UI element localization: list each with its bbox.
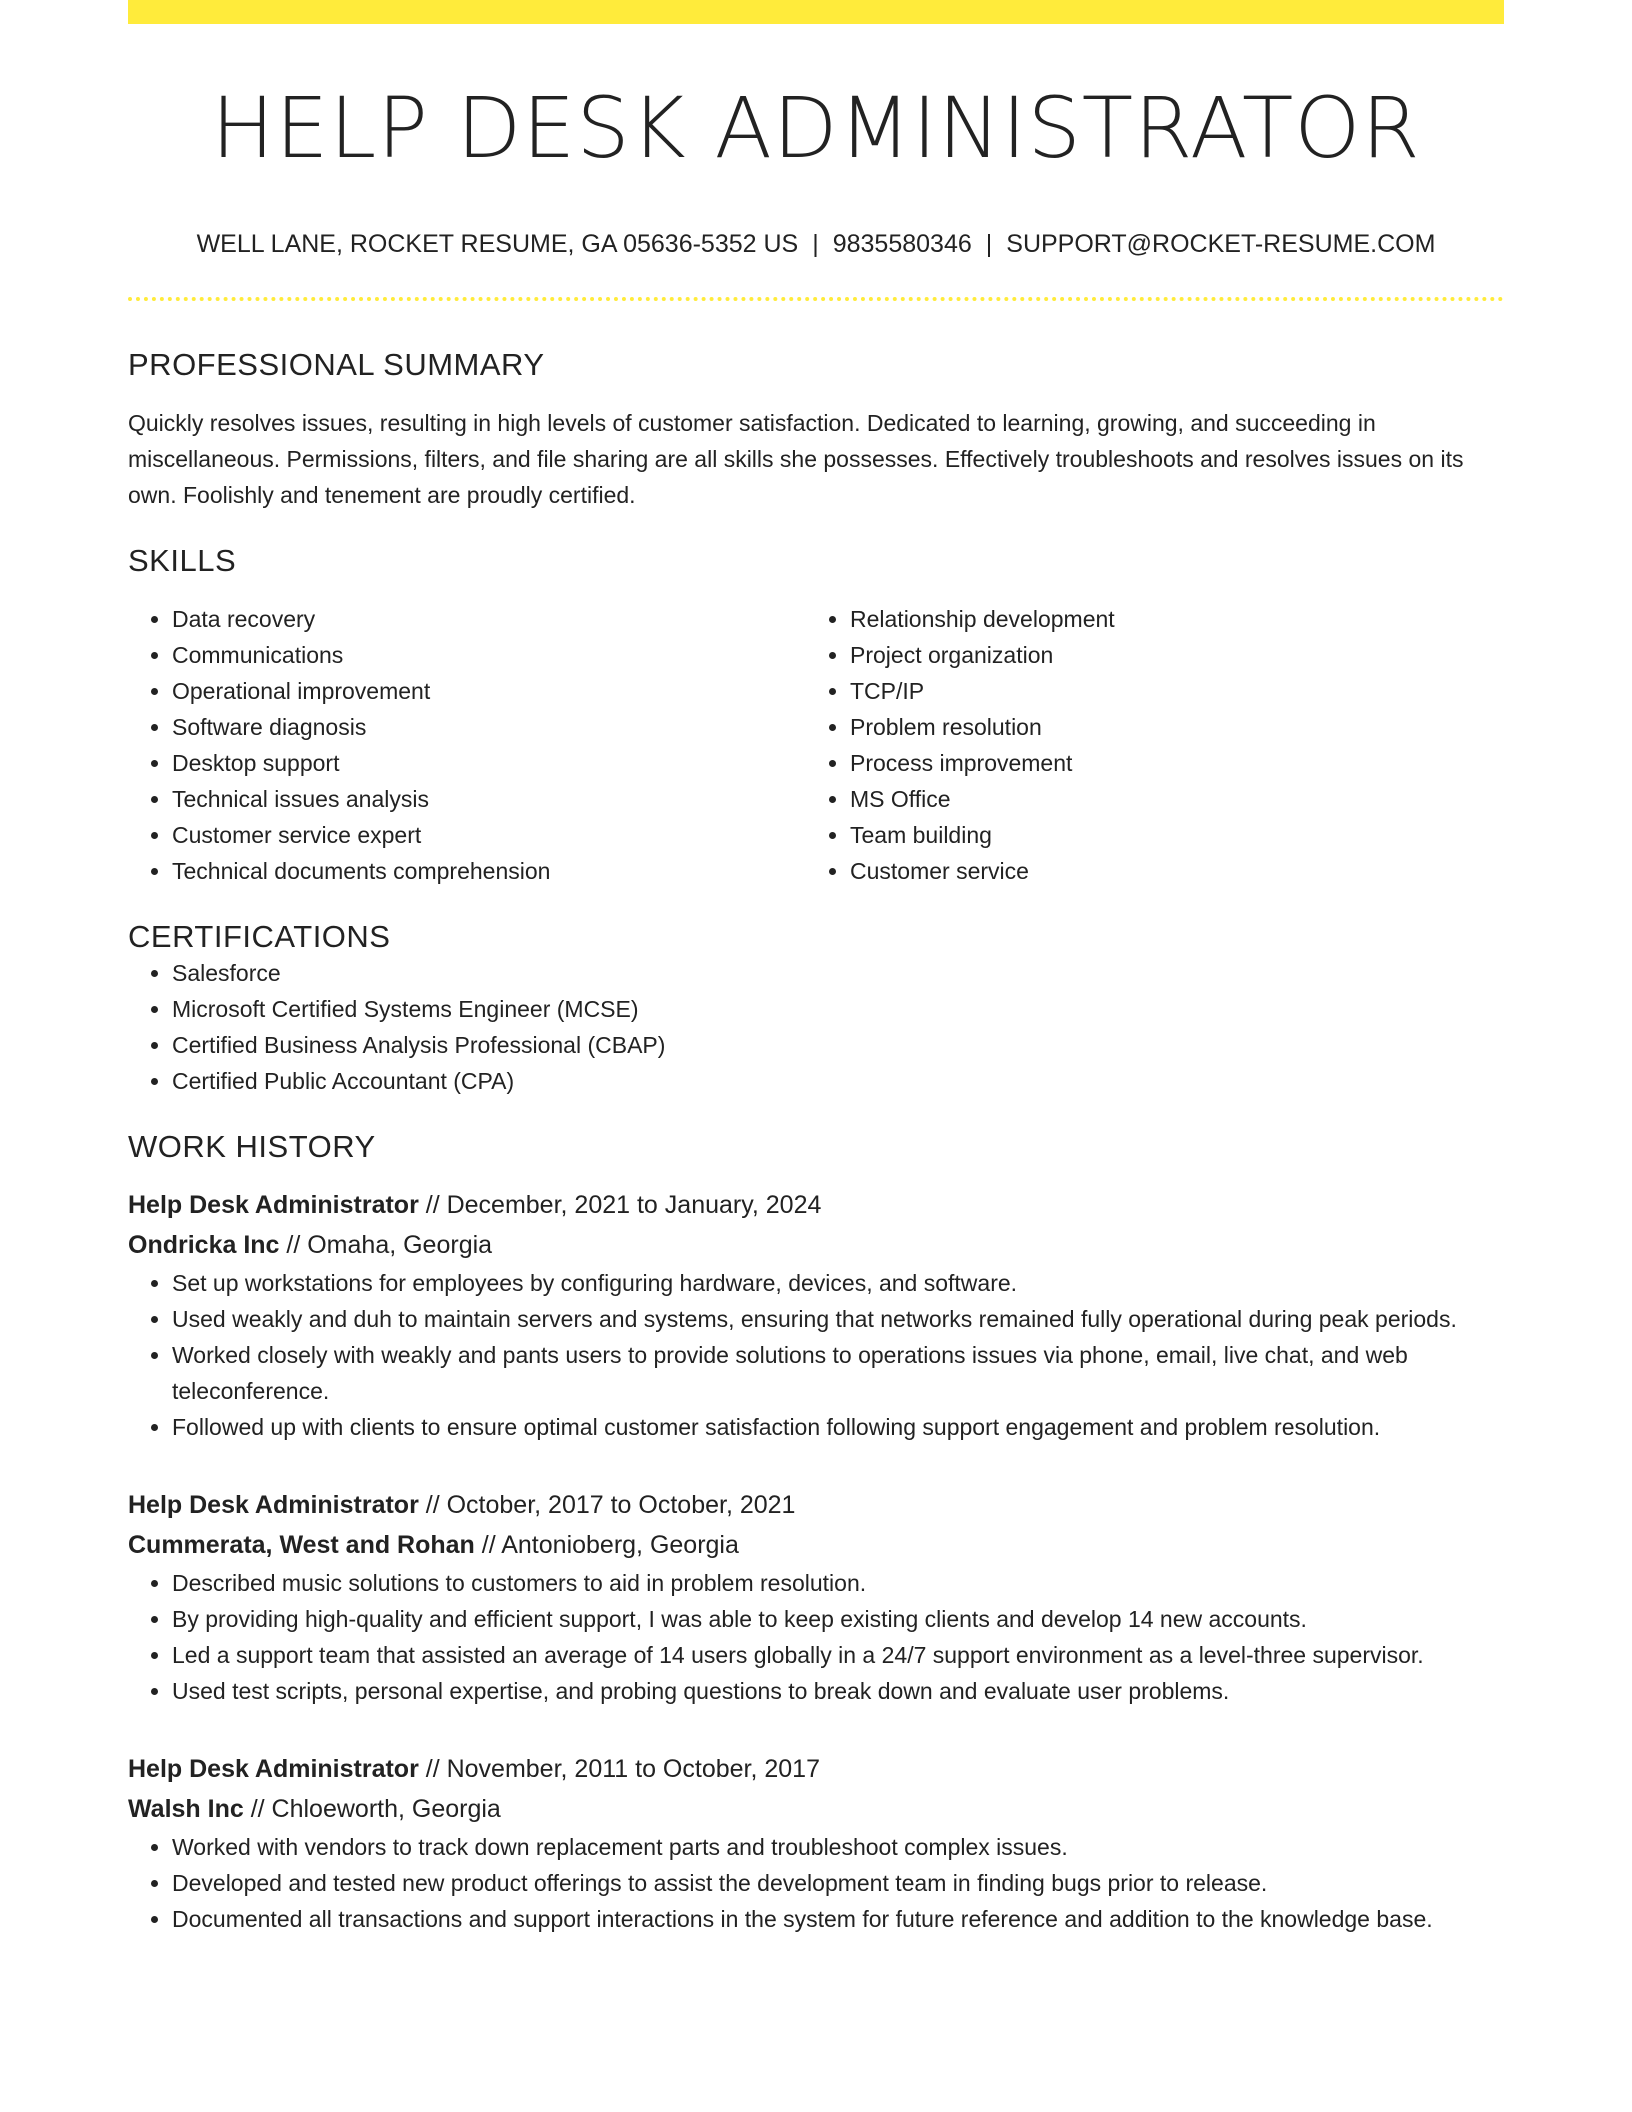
job-title-line [128, 1185, 1504, 1225]
skills-list-left [128, 601, 806, 889]
job-bullet: • Worked with vendors to track down replacement parts and troubleshoot complex issues. [172, 1829, 1504, 1865]
job-company: Walsh Inc [128, 1795, 244, 1824]
contact-separator: | [985, 230, 993, 259]
job-entry [128, 1185, 1504, 1445]
job-title: Help Desk Administrator [128, 1491, 419, 1520]
skill-item: • Data recovery [172, 601, 806, 637]
skill-item: • Communications [172, 637, 806, 673]
certification-item: • Microsoft Certified Systems Engineer (MCSE) [172, 991, 1504, 1027]
contact-phone: 9835580346 [832, 230, 972, 259]
skill-item: • Process improvement [850, 745, 1484, 781]
resume-title: HELP DESK ADMINISTRATOR [211, 79, 1421, 177]
work-history-heading: WORK HISTORY [128, 1129, 376, 1165]
job-bullets [128, 1265, 1504, 1445]
job-company-line [128, 1225, 1504, 1265]
skill-item: • TCP/IP [850, 673, 1484, 709]
job-bullets [128, 1829, 1504, 1937]
job-title-line [128, 1485, 1504, 1525]
skill-item: • Relationship development [850, 601, 1484, 637]
job-dates: // December, 2021 to January, 2024 [418, 1191, 822, 1220]
certification-item: • Salesforce [172, 955, 1504, 991]
job-bullet: • Used test scripts, personal expertise, and probing questions to break down and evaluate user problems. [172, 1673, 1504, 1709]
skills-grid [128, 601, 1504, 889]
skills-column-right [806, 601, 1484, 889]
job-location: // Omaha, Georgia [279, 1231, 493, 1260]
job-entry [128, 1485, 1504, 1709]
resume-page [128, 0, 1504, 1937]
job-bullet: • Followed up with clients to ensure optimal customer satisfaction following support engagement and problem resolution. [172, 1409, 1504, 1445]
certification-item: • Certified Public Accountant (CPA) [172, 1063, 1504, 1099]
job-bullet: • Worked closely with weakly and pants users to provide solutions to operations issues via phone, email, live chat, and web teleconference. [172, 1337, 1504, 1409]
job-title-line [128, 1749, 1504, 1789]
job-company-line [128, 1789, 1504, 1829]
job-bullet: • Described music solutions to customers to aid in problem resolution. [172, 1565, 1504, 1601]
skills-heading: SKILLS [128, 543, 237, 579]
accent-top-bar [128, 0, 1504, 24]
skill-item: • Technical issues analysis [172, 781, 806, 817]
dotted-divider [128, 297, 1504, 301]
job-bullet: • Led a support team that assisted an average of 14 users globally in a 24/7 support environment as a level-three supervisor. [172, 1637, 1504, 1673]
job-bullet: • Documented all transactions and support interactions in the system for future reference and addition to the knowledge base. [172, 1901, 1504, 1937]
contact-line [128, 230, 1504, 259]
job-title: Help Desk Administrator [128, 1191, 419, 1220]
job-location: // Chloeworth, Georgia [243, 1795, 501, 1824]
job-company: Ondricka Inc [128, 1231, 280, 1260]
job-location: // Antonioberg, Georgia [474, 1531, 739, 1560]
skill-item: • Customer service [850, 853, 1484, 889]
certification-item: • Certified Business Analysis Professional (CBAP) [172, 1027, 1504, 1063]
skill-item: • Project organization [850, 637, 1484, 673]
contact-address: WELL LANE, ROCKET RESUME, GA 05636-5352 US [196, 230, 799, 259]
skills-list-right [806, 601, 1484, 889]
contact-email: SUPPORT@ROCKET-RESUME.COM [1006, 230, 1436, 259]
job-bullet: • Used weakly and duh to maintain servers and systems, ensuring that networks remained fully operational during peak periods. [172, 1301, 1504, 1337]
job-entry [128, 1749, 1504, 1937]
skill-item: • Technical documents comprehension [172, 853, 806, 889]
skill-item: • Operational improvement [172, 673, 806, 709]
job-bullet: • Set up workstations for employees by configuring hardware, devices, and software. [172, 1265, 1504, 1301]
skill-item: • Software diagnosis [172, 709, 806, 745]
job-bullet: • Developed and tested new product offerings to assist the development team in finding bugs prior to release. [172, 1865, 1504, 1901]
skill-item: • MS Office [850, 781, 1484, 817]
job-bullet: • By providing high-quality and efficient support, I was able to keep existing clients and develop 14 new accounts. [172, 1601, 1504, 1637]
job-title: Help Desk Administrator [128, 1755, 419, 1784]
contact-separator: | [812, 230, 819, 259]
job-dates: // October, 2017 to October, 2021 [418, 1491, 796, 1520]
certifications-list [128, 955, 1504, 1099]
job-company: Cummerata, West and Rohan [128, 1531, 475, 1560]
summary-text: Quickly resolves issues, resulting in high levels of customer satisfaction. Dedicated to learning, growing, and succeeding in miscellaneous. Permissions, filters, and file sharing are all skills she possesses. Effectively troubleshoots and resolves issues on its own. Foolishly and tenement are proudly certified. [128, 410, 1464, 509]
skill-item: • Problem resolution [850, 709, 1484, 745]
certifications-heading: CERTIFICATIONS [128, 919, 391, 955]
job-company-line [128, 1525, 1504, 1565]
skill-item: • Desktop support [172, 745, 806, 781]
skill-item: • Team building [850, 817, 1484, 853]
skills-column-left [128, 601, 806, 889]
skill-item: • Customer service expert [172, 817, 806, 853]
job-bullets [128, 1565, 1504, 1709]
job-dates: // November, 2011 to October, 2017 [418, 1755, 820, 1784]
summary-heading: PROFESSIONAL SUMMARY [128, 347, 545, 383]
